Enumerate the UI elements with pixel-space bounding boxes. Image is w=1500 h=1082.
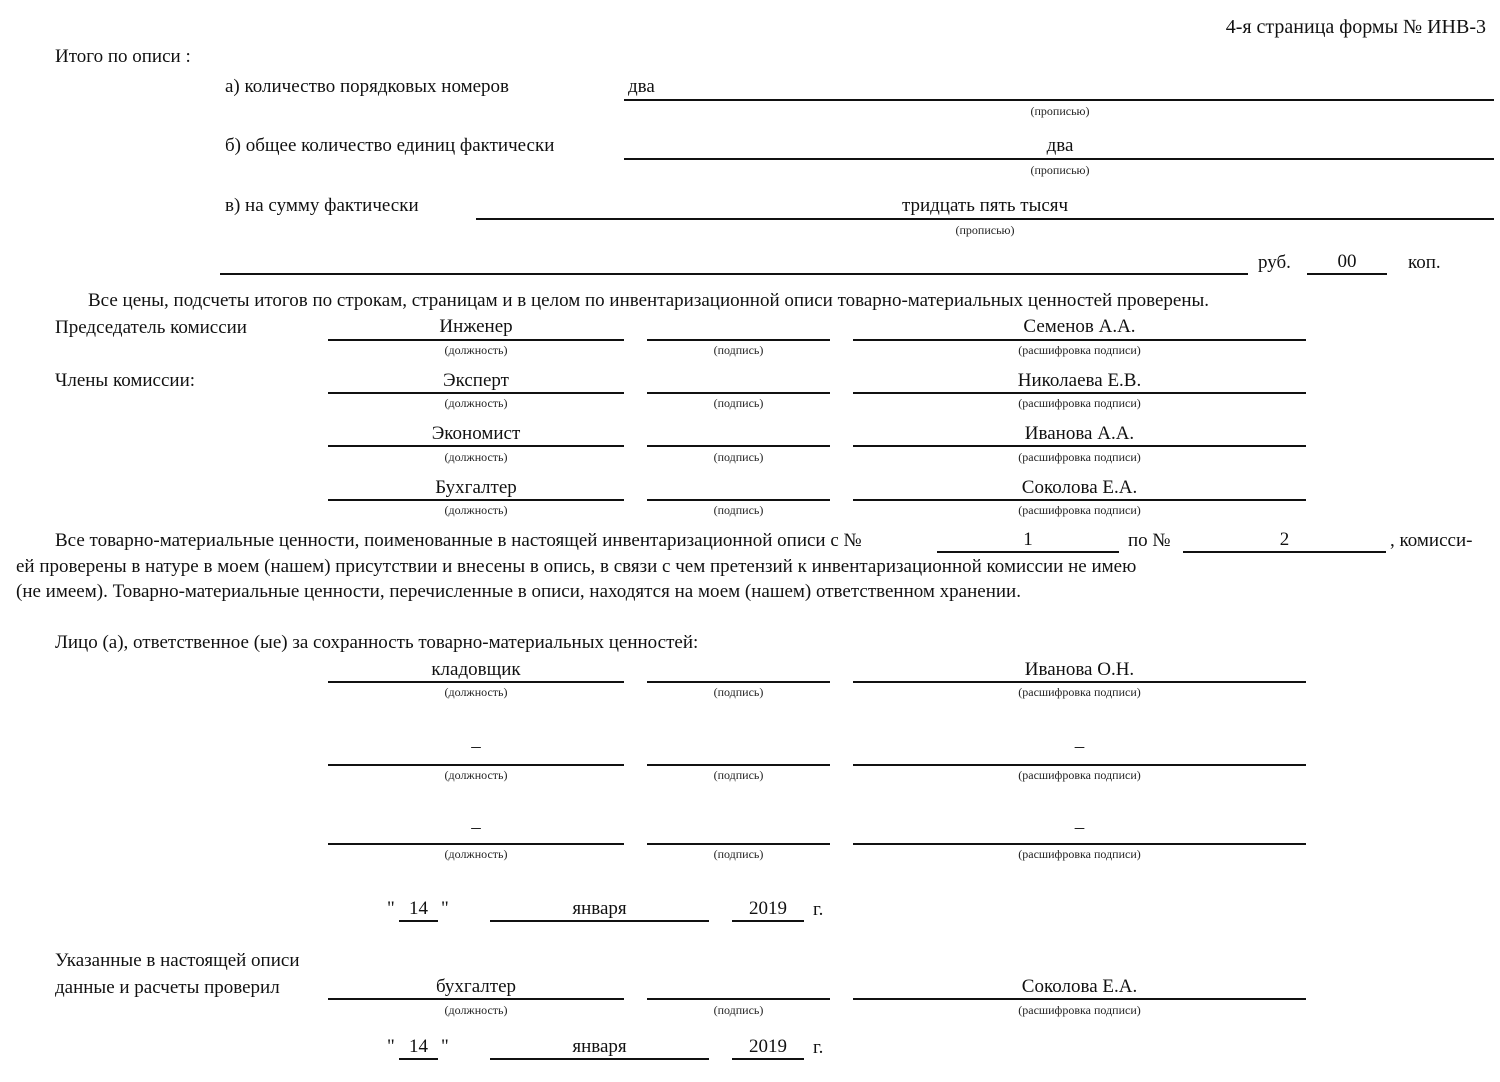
chairman-decoding-hint: (расшифровка подписи): [1018, 343, 1141, 357]
member-1-position-line: [328, 392, 624, 394]
checker-date-day-line: [399, 1058, 438, 1060]
responsible-date-month[interactable]: января: [572, 898, 627, 919]
members-label: Члены комиссии:: [55, 370, 196, 391]
checker-date-month-line: [490, 1058, 709, 1060]
responsible-3-position-line: [328, 843, 624, 845]
checker-position-hint: (должность): [444, 1003, 508, 1017]
responsible-3-signature-line: [647, 843, 830, 845]
responsible-1-position-line: [328, 681, 624, 683]
responsible-date-year-line: [732, 920, 804, 922]
responsible-1-signature-hint: (подпись): [713, 685, 764, 699]
totals-amount-continuation-line: [220, 273, 1248, 275]
responsible-2-position-line: [328, 764, 624, 766]
verified-text: Все цены, подсчеты итогов по строкам, страницам и в целом по инвентаризационной описи товарно-материальных ценностей проверены.: [88, 290, 1210, 311]
responsible-date-month-line: [490, 920, 709, 922]
rub-label: руб.: [1258, 252, 1291, 273]
responsible-2-signature-hint: (подпись): [713, 768, 764, 782]
checker-position-line: [328, 998, 624, 1000]
chairman-signature-hint: (подпись): [713, 343, 764, 357]
member-3-position-hint: (должность): [444, 503, 508, 517]
totals-c-value[interactable]: тридцать пять тысяч: [901, 195, 1069, 216]
kop-line: [1307, 273, 1387, 275]
member-3-position-line: [328, 499, 624, 501]
chairman-signature-line: [647, 339, 830, 341]
member-3-position[interactable]: Бухгалтер: [435, 477, 517, 498]
responsible-2-name-line: [853, 764, 1306, 766]
responsible-1-name[interactable]: Иванова О.Н.: [1024, 659, 1135, 680]
statement-from-line: [937, 551, 1119, 553]
responsible-2-signature-line: [647, 764, 830, 766]
totals-a-line: [624, 99, 1494, 101]
responsible-1-position-hint: (должность): [444, 685, 508, 699]
checker-label-line1: Указанные в настоящей описи: [55, 950, 300, 971]
checker-date-year-line: [732, 1058, 804, 1060]
chairman-position[interactable]: Инженер: [439, 316, 513, 337]
totals-b-label: б) общее количество единиц фактически: [225, 135, 555, 156]
member-3-name[interactable]: Соколова Е.А.: [1021, 477, 1138, 498]
responsible-2-name[interactable]: –: [1074, 736, 1085, 757]
totals-c-hint: (прописью): [955, 223, 1015, 237]
totals-a-label: а) количество порядковых номеров: [225, 76, 510, 97]
checker-label-line2: данные и расчеты проверил: [55, 977, 280, 998]
checker-date-year-suffix: г.: [813, 1037, 824, 1058]
totals-a-hint: (прописью): [1030, 104, 1090, 118]
checker-name-line: [853, 998, 1306, 1000]
checker-signature-hint: (подпись): [713, 1003, 764, 1017]
checker-date-open-quote: ": [387, 1036, 395, 1057]
statement-line1-start: Все товарно-материальные ценности, поименованные в настоящей инвентаризационной описи с №: [55, 530, 862, 551]
responsible-3-position-hint: (должность): [444, 847, 508, 861]
member-2-decoding-hint: (расшифровка подписи): [1018, 450, 1141, 464]
checker-date-day[interactable]: 14: [409, 1036, 428, 1057]
responsible-2-decoding-hint: (расшифровка подписи): [1018, 768, 1141, 782]
responsible-date-day-line: [399, 920, 438, 922]
member-3-name-line: [853, 499, 1306, 501]
statement-to-no[interactable]: 2: [1279, 529, 1290, 550]
chairman-position-hint: (должность): [444, 343, 508, 357]
responsible-2-position[interactable]: –: [471, 736, 481, 757]
member-3-signature-line: [647, 499, 830, 501]
member-2-signature-line: [647, 445, 830, 447]
member-2-position-line: [328, 445, 624, 447]
checker-signature-line: [647, 998, 830, 1000]
chairman-name-line: [853, 339, 1306, 341]
kop-value[interactable]: 00: [1337, 251, 1357, 272]
responsible-date-close-quote: ": [441, 898, 449, 919]
responsible-1-decoding-hint: (расшифровка подписи): [1018, 685, 1141, 699]
totals-c-line: [476, 218, 1494, 220]
member-3-signature-hint: (подпись): [713, 503, 764, 517]
member-1-name-line: [853, 392, 1306, 394]
statement-line3: (не имеем). Товарно-материальные ценности, перечисленные в описи, находятся на моем (нашем) ответственном хранении.: [16, 581, 1021, 602]
member-1-decoding-hint: (расшифровка подписи): [1018, 396, 1141, 410]
checker-position[interactable]: бухгалтер: [435, 976, 517, 997]
checker-name[interactable]: Соколова Е.А.: [1021, 976, 1138, 997]
member-2-signature-hint: (подпись): [713, 450, 764, 464]
statement-line1-end: , комисси-: [1390, 530, 1473, 551]
checker-date-close-quote: ": [441, 1036, 449, 1057]
member-3-decoding-hint: (расшифровка подписи): [1018, 503, 1141, 517]
responsible-title: Лицо (а), ответственное (ые) за сохранность товарно-материальных ценностей:: [55, 632, 699, 653]
responsible-3-name[interactable]: –: [1074, 817, 1085, 838]
checker-date-month[interactable]: января: [572, 1036, 627, 1057]
chairman-position-line: [328, 339, 624, 341]
member-2-name[interactable]: Иванова А.А.: [1024, 423, 1135, 444]
totals-b-hint: (прописью): [1030, 163, 1090, 177]
member-1-signature-line: [647, 392, 830, 394]
chairman-name[interactable]: Семенов А.А.: [1023, 316, 1136, 337]
totals-b-line: [624, 158, 1494, 160]
responsible-1-name-line: [853, 681, 1306, 683]
member-2-name-line: [853, 445, 1306, 447]
member-1-signature-hint: (подпись): [713, 396, 764, 410]
responsible-3-decoding-hint: (расшифровка подписи): [1018, 847, 1141, 861]
member-2-position-hint: (должность): [444, 450, 508, 464]
totals-a-value[interactable]: два: [628, 76, 655, 97]
page-label: 4-я страница формы № ИНВ-3: [1225, 16, 1486, 38]
chairman-label: Председатель комиссии: [55, 317, 247, 338]
responsible-1-signature-line: [647, 681, 830, 683]
responsible-date-year-suffix: г.: [813, 899, 824, 920]
responsible-2-position-hint: (должность): [444, 768, 508, 782]
responsible-date-day[interactable]: 14: [409, 898, 428, 919]
totals-c-label: в) на сумму фактически: [225, 195, 419, 216]
responsible-date-open-quote: ": [387, 898, 395, 919]
checker-decoding-hint: (расшифровка подписи): [1018, 1003, 1141, 1017]
totals-b-value[interactable]: два: [1046, 135, 1074, 156]
responsible-date-year[interactable]: 2019: [749, 898, 787, 919]
responsible-3-name-line: [853, 843, 1306, 845]
checker-date-year[interactable]: 2019: [749, 1036, 787, 1057]
member-2-position[interactable]: Экономист: [431, 423, 521, 444]
member-1-position[interactable]: Эксперт: [443, 370, 509, 391]
member-1-name[interactable]: Николаева Е.В.: [1017, 370, 1142, 391]
responsible-1-position[interactable]: кладовщик: [431, 659, 521, 680]
responsible-3-signature-hint: (подпись): [713, 847, 764, 861]
kop-label: коп.: [1408, 252, 1441, 273]
statement-to-line: [1183, 551, 1386, 553]
statement-from-no[interactable]: 1: [1023, 529, 1033, 550]
statement-to-label: по №: [1128, 530, 1171, 551]
statement-line2: ей проверены в натуре в моем (нашем) присутствии и внесены в опись, в связи с чем претензий к инвентаризационной комиссии не имею: [16, 556, 1137, 577]
responsible-3-position[interactable]: –: [471, 817, 481, 838]
totals-title: Итого по описи :: [55, 46, 191, 67]
member-1-position-hint: (должность): [444, 396, 508, 410]
